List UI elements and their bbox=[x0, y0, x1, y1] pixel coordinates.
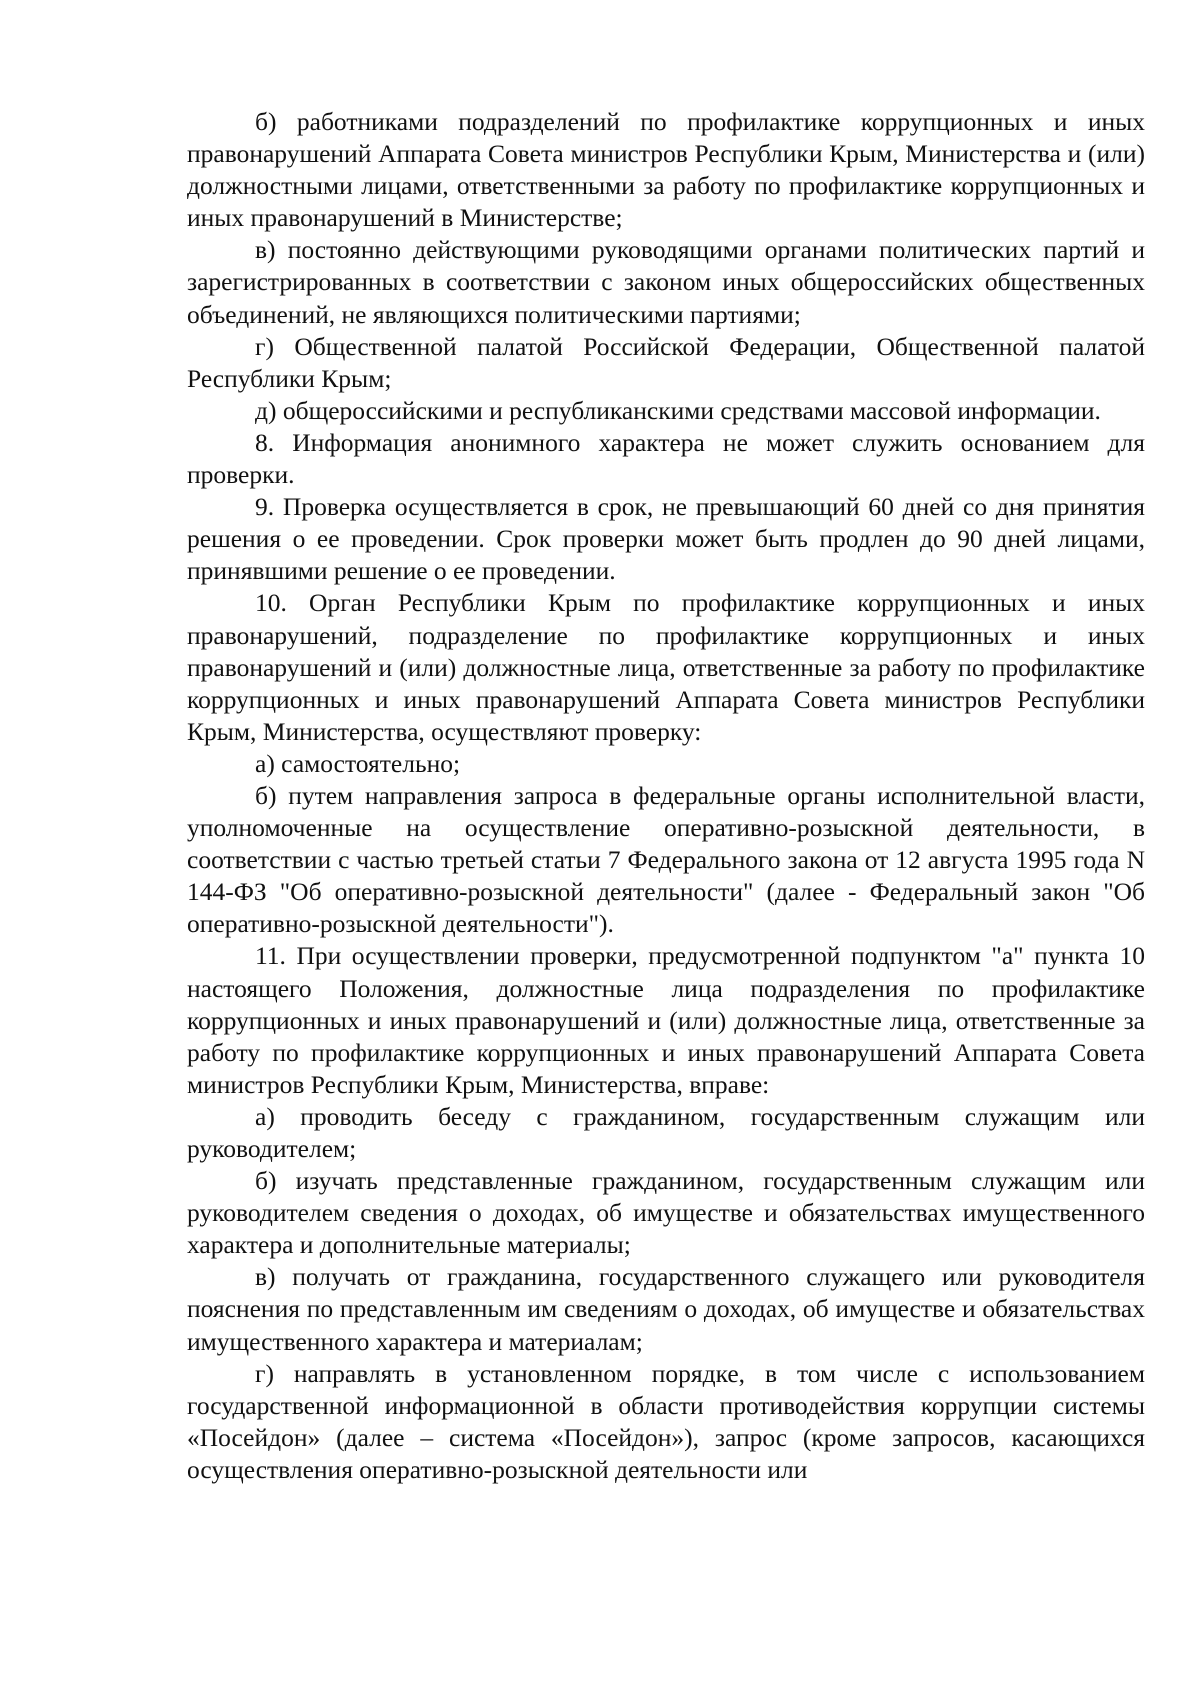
paragraph-11-g-requests: г) направлять в установленном порядке, в том числе с использованием государственной информационной в области противодействия коррупции системы «Посейдон» (далее – система «Посейдон»), запрос (кроме запросов, касающихся осуществления оперативно-розыскной деятельности или bbox=[187, 1358, 1145, 1484]
paragraph-10-verification: 10. Орган Республики Крым по профилактике коррупционных и иных правонарушений, подразделение по профилактике коррупционных и иных правонарушений и (или) должностные лица, ответственные за работу по профилактике коррупционных и иных правонарушений Аппарата Совета министров Республики Крым, Министерства, осуществляют проверку: bbox=[187, 588, 1145, 746]
paragraph-d-mass-media: д) общероссийскими и республиканскими средствами массовой информации. bbox=[255, 395, 1101, 425]
paragraph-v-parties: в) постоянно действующими руководящими органами политических партий и зарегистрированных в соответствии с законом иных общероссийских общественных объединений, не являющихся политическими партиями; bbox=[187, 235, 1145, 329]
paragraph-11-a-interview: а) проводить беседу с гражданином, государственным служащим или руководителем; bbox=[187, 1101, 1145, 1163]
paragraph-10-b-request: б) путем направления запроса в федеральные органы исполнительной власти, уполномоченные на осуществление оперативно-розыскной деятельности, в соответствии с частью третьей статьи 7 Федерального закона от 12 августа 1995 года N 144-ФЗ "Об оперативно-розыскной деятельности" (далее - Федеральный закон "Об оперативно-розыскной деятельности"). bbox=[187, 780, 1145, 939]
paragraph-9-term: 9. Проверка осуществляется в срок, не превышающий 60 дней со дня принятия решения о ее проведении. Срок проверки может быть продлен до 90 дней лицами, принявшими решение о ее проведении. bbox=[187, 492, 1145, 586]
paragraph-11-v-explanations: в) получать от гражданина, государственного служащего или руководителя пояснения по представленным им сведениям о доходах, об имуществе и обязательствах имущественного характера и материалам; bbox=[187, 1262, 1145, 1356]
paragraph-g-public-chamber: г) Общественной палатой Российской Федерации, Общественной палатой Республики Крым; bbox=[187, 331, 1145, 393]
document-page bbox=[187, 106, 1145, 1486]
paragraph-11-rights: 11. При осуществлении проверки, предусмотренной подпунктом "а" пункта 10 настоящего Положения, должностные лица подразделения по профилактике коррупционных и иных правонарушений и (или) должностные лица, ответственные за работу по профилактике коррупционных и иных правонарушений Аппарата Совета министров Республики Крым, Министерства, вправе: bbox=[187, 941, 1145, 1099]
paragraph-10-a-independently: а) самостоятельно; bbox=[255, 748, 461, 778]
paragraph-b-employees: б) работниками подразделений по профилактике коррупционных и иных правонарушений Аппарата Совета министров Республики Крым, Министерства и (или) должностными лицами, ответственными за работу по профилактике коррупционных и иных правонарушений в Министерстве; bbox=[187, 107, 1145, 233]
paragraph-8-anonymous: 8. Информация анонимного характера не может служить основанием для проверки. bbox=[187, 427, 1145, 490]
paragraph-11-b-study: б) изучать представленные гражданином, государственным служащим или руководителем сведения о доходах, об имуществе и обязательствах имущественного характера и дополнительные материалы; bbox=[187, 1166, 1145, 1260]
